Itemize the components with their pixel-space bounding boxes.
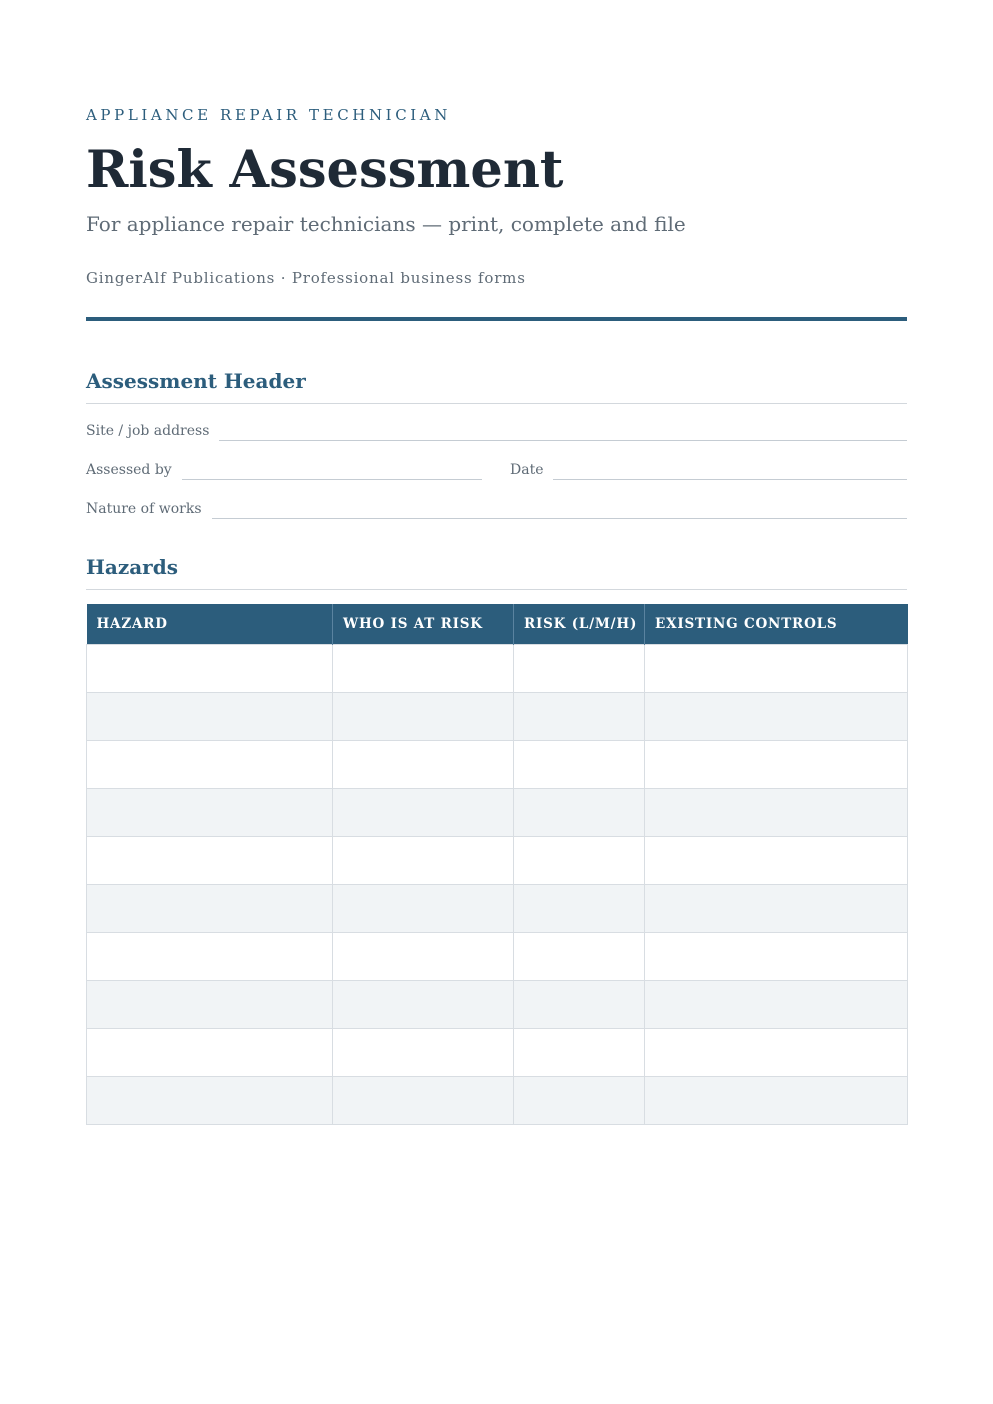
table-cell[interactable]: [333, 1077, 514, 1125]
site-address-field[interactable]: [86, 422, 907, 441]
table-cell[interactable]: [87, 741, 333, 789]
table-row: [87, 885, 908, 933]
nature-of-works-input-line[interactable]: [212, 500, 908, 519]
form-category: APPLIANCE REPAIR TECHNICIAN: [86, 106, 451, 124]
table-cell[interactable]: [333, 645, 514, 693]
date-input-line[interactable]: [553, 461, 907, 480]
assessed-by-label: Assessed by: [86, 462, 172, 478]
hazards-table-body: [87, 645, 908, 1125]
column-header-risk-level: RISK (L/M/H): [514, 604, 645, 645]
column-header-existing-controls: EXISTING CONTROLS: [645, 604, 908, 645]
section-divider: [86, 589, 907, 590]
table-row: [87, 789, 908, 837]
table-cell[interactable]: [645, 693, 908, 741]
table-cell[interactable]: [645, 645, 908, 693]
table-cell[interactable]: [514, 981, 645, 1029]
table-cell[interactable]: [645, 933, 908, 981]
table-cell[interactable]: [645, 981, 908, 1029]
table-cell[interactable]: [333, 741, 514, 789]
nature-of-works-label: Nature of works: [86, 501, 202, 517]
column-header-who-at-risk: WHO IS AT RISK: [333, 604, 514, 645]
table-cell[interactable]: [514, 1077, 645, 1125]
table-cell[interactable]: [645, 1077, 908, 1125]
table-row: [87, 645, 908, 693]
hazards-table: [86, 604, 908, 1125]
assessed-by-input-line[interactable]: [182, 461, 482, 480]
table-cell[interactable]: [645, 837, 908, 885]
table-row: [87, 981, 908, 1029]
table-cell[interactable]: [333, 1029, 514, 1077]
section-title-hazards: Hazards: [86, 555, 178, 579]
table-row: [87, 1077, 908, 1125]
table-cell[interactable]: [87, 981, 333, 1029]
table-cell[interactable]: [87, 1077, 333, 1125]
table-cell[interactable]: [514, 693, 645, 741]
column-header-hazard: HAZARD: [87, 604, 333, 645]
page-title: Risk Assessment: [86, 140, 564, 200]
table-cell[interactable]: [514, 1029, 645, 1077]
assessed-by-field[interactable]: [86, 461, 482, 480]
table-cell[interactable]: [645, 741, 908, 789]
table-cell[interactable]: [333, 885, 514, 933]
table-cell[interactable]: [87, 1029, 333, 1077]
table-cell[interactable]: [333, 981, 514, 1029]
table-cell[interactable]: [87, 645, 333, 693]
table-cell[interactable]: [514, 837, 645, 885]
date-label: Date: [510, 462, 544, 478]
table-cell[interactable]: [87, 933, 333, 981]
table-cell[interactable]: [645, 885, 908, 933]
header-divider: [86, 317, 907, 321]
date-field[interactable]: [510, 461, 907, 480]
nature-of-works-field[interactable]: [86, 500, 907, 519]
page-subtitle: For appliance repair technicians — print, complete and file: [86, 212, 686, 236]
table-row: [87, 693, 908, 741]
section-title-assessment-header: Assessment Header: [86, 369, 306, 393]
table-cell[interactable]: [514, 645, 645, 693]
table-row: [87, 741, 908, 789]
table-row: [87, 1029, 908, 1077]
table-cell[interactable]: [514, 885, 645, 933]
table-header-row: [87, 604, 908, 645]
table-cell[interactable]: [87, 837, 333, 885]
section-divider: [86, 403, 907, 404]
table-cell[interactable]: [514, 741, 645, 789]
table-cell[interactable]: [87, 693, 333, 741]
table-row: [87, 933, 908, 981]
site-address-input-line[interactable]: [219, 422, 907, 441]
table-cell[interactable]: [87, 885, 333, 933]
table-cell[interactable]: [333, 933, 514, 981]
table-cell[interactable]: [645, 1029, 908, 1077]
table-cell[interactable]: [645, 789, 908, 837]
table-cell[interactable]: [333, 837, 514, 885]
publisher-line: GingerAlf Publications · Professional business forms: [86, 269, 526, 287]
table-cell[interactable]: [514, 933, 645, 981]
table-cell[interactable]: [87, 789, 333, 837]
table-cell[interactable]: [514, 789, 645, 837]
site-address-label: Site / job address: [86, 423, 210, 439]
table-cell[interactable]: [333, 693, 514, 741]
table-cell[interactable]: [333, 789, 514, 837]
table-row: [87, 837, 908, 885]
